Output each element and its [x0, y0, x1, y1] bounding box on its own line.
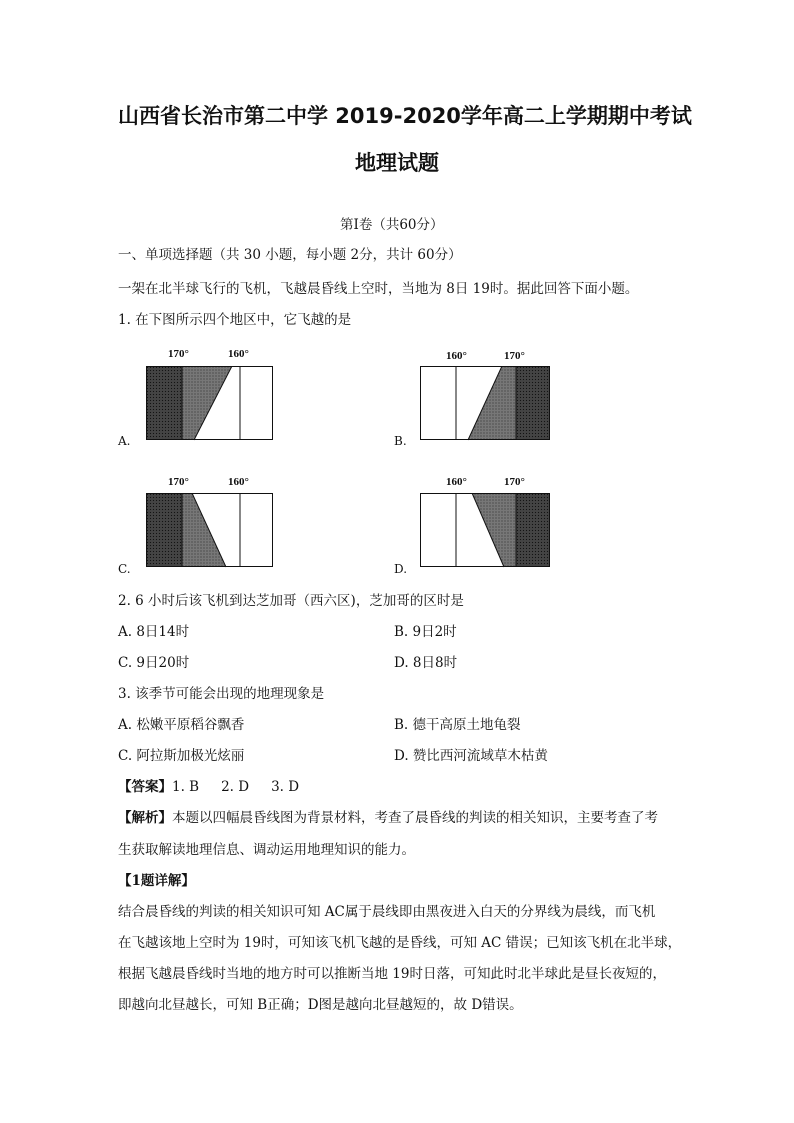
answer-2: 2. D	[221, 779, 250, 795]
answer-label: 【答案】	[118, 779, 172, 795]
option-label-a: A.	[118, 434, 131, 448]
longitude-label: 160°	[446, 350, 467, 362]
question-1-text: 1. 在下图所示四个地区中，它飞越的是	[118, 312, 352, 328]
part-heading: 一、单项选择题（共 30 小题，每小题 2分，共计 60分）	[118, 247, 462, 263]
terminator-diagram-d	[420, 493, 552, 569]
analysis-label: 【解析】	[118, 810, 172, 826]
longitude-label: 170°	[504, 476, 525, 488]
detail-line-3: 根据飞越晨昏线时当地的地方时可以推断当地 19时日落，可知此时北半球此是昼长夜短的，	[118, 966, 666, 982]
detail-line-4: 即越向北昼越长，可知 B正确；D图是越向北昼越短的，故 D错误。	[118, 997, 523, 1013]
q3-option-d: D. 赞比西河流域草木枯黄	[394, 748, 548, 764]
longitude-label: 160°	[228, 476, 249, 488]
analysis-line-1	[118, 812, 658, 826]
terminator-diagram-b	[420, 366, 552, 442]
analysis-text-1: 本题以四幅晨昏线图为背景材料，考查了晨昏线的判读的相关知识，主要考查了考	[172, 810, 658, 826]
terminator-diagram-c	[146, 493, 274, 569]
page-title: 山西省长治市第二中学 2019-2020学年高二上学期期中考试	[118, 104, 692, 128]
option-label-d: D.	[394, 562, 408, 576]
detail-line-1: 结合晨昏线的判读的相关知识可知 AC属于晨线即由黑夜进入白天的分界线为晨线，而飞机	[118, 904, 656, 920]
longitude-label: 170°	[504, 350, 525, 362]
q2-option-d: D. 8日8时	[394, 655, 458, 671]
analysis-line-2: 生获取解读地理信息、调动运用地理知识的能力。	[118, 842, 415, 858]
question-2-text: 2. 6 小时后该飞机到达芝加哥（西六区)，芝加哥的区时是	[118, 593, 464, 609]
question-stem: 一架在北半球飞行的飞机，飞越晨昏线上空时，当地为 8日 19时。据此回答下面小题。	[118, 281, 639, 297]
q2-option-c: C. 9日20时	[118, 655, 190, 671]
answer-3: 3. D	[271, 779, 300, 795]
q2-option-b: B. 9日2时	[394, 624, 457, 640]
longitude-label: 160°	[446, 476, 467, 488]
option-label-b: B.	[394, 434, 407, 448]
figure-c	[118, 474, 278, 576]
figure-a	[118, 346, 278, 446]
figure-d	[394, 474, 554, 576]
answer-1: 1. B	[172, 779, 200, 795]
volume-heading: 第Ⅰ卷（共60分）	[340, 217, 444, 233]
longitude-label: 160°	[228, 348, 249, 360]
option-label-c: C.	[118, 562, 131, 576]
q3-option-a: A. 松嫩平原稻谷飘香	[118, 717, 245, 733]
figure-b	[394, 346, 554, 446]
q3-option-c: C. 阿拉斯加极光炫丽	[118, 748, 245, 764]
detail-line-2: 在飞越该地上空时为 19时，可知该飞机飞越的是昏线，可知 AC 错误；已知该飞机在北半球，	[118, 935, 682, 951]
page-subtitle: 地理试题	[355, 151, 439, 175]
answer-line	[118, 781, 299, 795]
longitude-label: 170°	[168, 348, 189, 360]
longitude-label: 170°	[168, 476, 189, 488]
q3-option-b: B. 德干高原土地龟裂	[394, 717, 521, 733]
terminator-diagram-a	[146, 366, 274, 442]
question-3-text: 3. 该季节可能会出现的地理现象是	[118, 686, 325, 702]
detail-1-label: 【1题详解】	[118, 873, 195, 889]
q2-option-a: A. 8日14时	[118, 624, 190, 640]
